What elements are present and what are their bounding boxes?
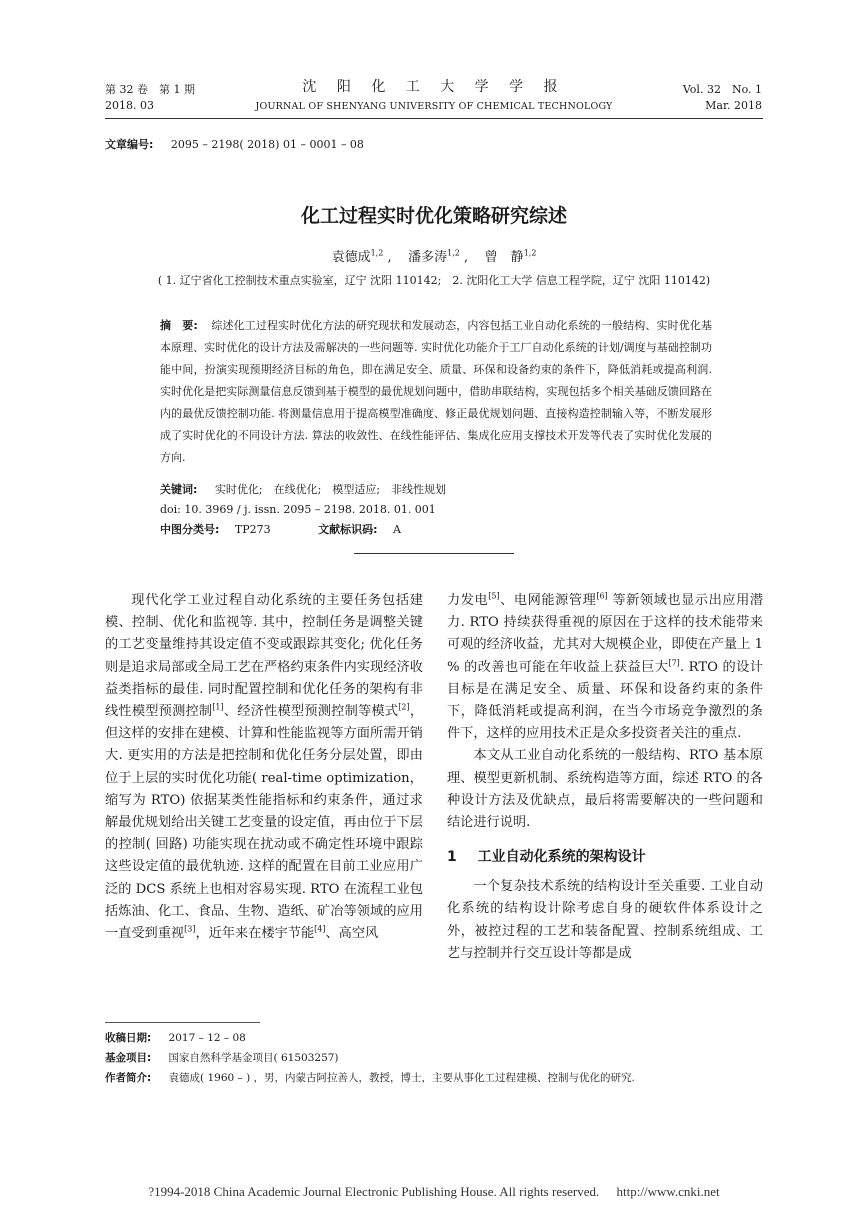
- copyright-text: ?1994-2018 China Academic Journal Electronic Publishing House. All rights reserved.: [148, 1184, 600, 1199]
- citation-6: [6]: [596, 591, 608, 601]
- article-number-label: 文章编号:: [105, 138, 154, 151]
- journal-volume-issue: 第 32 卷 第 1 期: [105, 83, 195, 96]
- footnotes: [105, 1028, 765, 1088]
- keywords-label: 关键词:: [160, 483, 198, 496]
- author-3: 曾 静$^{1,2}$: [484, 248, 537, 265]
- journal-date: 2018. 03: [105, 99, 154, 112]
- copyright-footer: [0, 1184, 868, 1200]
- fund-project: 基金项目: 国家自然科学基金项目( 61503257): [105, 1052, 339, 1064]
- footnote-rule: [105, 1022, 260, 1023]
- citation-5: [5]: [488, 591, 500, 601]
- doc-code-label: 文献标识码:: [318, 523, 378, 536]
- section-title: 工业自动化系统的架构设计: [477, 849, 646, 866]
- abstract-label: 摘 要:: [160, 319, 198, 332]
- received-date: 收稿日期: 2017 – 12 – 08: [105, 1032, 246, 1044]
- keywords-text: 实时优化; 在线优化; 模型适应; 非线性规划: [214, 483, 447, 496]
- section-heading-1: [447, 846, 763, 866]
- journal-name-cn: 沈 阳 化 工 大 学 学 报: [302, 79, 566, 95]
- citation-1: [1]: [212, 702, 224, 712]
- author-1: 袁德成$^{1,2}$ ,: [331, 248, 392, 265]
- citation-7: [7]: [668, 658, 680, 668]
- journal-date-en: Mar. 2018: [705, 99, 762, 112]
- front-matter-divider: [354, 553, 514, 554]
- citation-4: [4]: [314, 924, 326, 934]
- article-number: [105, 135, 364, 155]
- classification: [160, 520, 401, 540]
- citation-2: [2]: [398, 702, 410, 712]
- doc-code-value: A: [393, 523, 401, 536]
- authors: [105, 246, 763, 265]
- intro-paragraph-1-cont: 力发电[5]、电网能源管理[6] 等新领域也显示出应用潜力. RTO 持续获得重视的原因在于这样的技术能带来可观的经济收益，尤其对大规模企业，即使在产量上 1 % 的改善也可能在年收益上获益巨大[7]. RTO 的设计目标是在满足安全、质量、环保和设备约束的条件下，降低消耗或提高利润，在当今市场竞争激烈的条件下，这样的应用技术正是众多投资者关注的重点.: [447, 591, 764, 742]
- abstract-text: 综述化工过程实时优化方法的研究现状和发展动态，内容包括工业自动化系统的一般结构、实时优化基本原理、实时优化的设计方法及需解决的一些问题等. 实时优化功能介于工厂自动化系统的计划/调度与基础控制功能中间，扮演实现预期经济目标的角色，即在满足安全、质量、环保和设备约束的条件下，降低消耗或提高利润. 实时优化是把实际测量信息反馈到基于模型的最优规划问题中，借助串联结构，实现包括多个相关基础反馈回路在内的最优反馈控制功能. 将测量信息用于提高模型准确度、修正最优规划问题、直接构造控制输入等，不断发展形成了实时优化的不同设计方法. 算法的收敛性、在线性能评估、集成化应用支撑技术开发等代表了实时优化发展的方向.: [160, 319, 712, 464]
- keywords: [160, 480, 446, 500]
- affiliation: ( 1. 辽宁省化工控制技术重点实验室，辽宁 沈阳 110142; 2. 沈阳化工大学 信息工程学院，辽宁 沈阳 110142): [157, 274, 711, 287]
- left-column: [105, 590, 423, 945]
- abstract: [160, 315, 712, 469]
- intro-paragraph-2: 本文从工业自动化系统的一般结构、RTO 基本原理、模型更新机制、系统构造等方面，综述 RTO 的各种设计方法及优缺点，最后将需要解决的一些问题和结论进行说明.: [447, 748, 763, 831]
- article-number-value: 2095 – 2198( 2018) 01 – 0001 – 08: [170, 138, 364, 151]
- cnki-link[interactable]: http://www.cnki.net: [616, 1184, 720, 1199]
- header-rule: [105, 118, 763, 119]
- citation-3: [3]: [184, 924, 196, 934]
- clc-value: TP273: [234, 523, 271, 536]
- paper-title: 化工过程实时优化策略研究综述: [300, 205, 567, 227]
- journal-vol-en: Vol. 32 No. 1: [682, 83, 762, 96]
- doi: doi: 10. 3969 / j. issn. 2095 – 2198. 2018. 01. 001: [160, 503, 436, 516]
- journal-name-en: JOURNAL OF SHENYANG UNIVERSITY OF CHEMICAL TECHNOLOGY: [255, 101, 613, 112]
- clc-label: 中图分类号:: [160, 523, 220, 536]
- author-bio: 作者简介: 袁德成( 1960 – ) ，男，内蒙古阿拉善人，教授，博士，主要从事化工过程建模、控制与优化的研究.: [105, 1072, 635, 1084]
- right-column: [447, 590, 763, 965]
- intro-paragraph-1: 现代化学工业过程自动化系统的主要任务包括建模、控制、优化和监视等. 其中，控制任务是调整关键的工艺变量维持其设定值不变或跟踪其变化; 优化任务则是追求局部或全局工艺在严格约束条件内实现经济收益类指标的最佳. 同时配置控制和优化任务的架构有非线性模型预测控制[1]、经济性模型预测控制等模式[2]，但这样的安排在建模、计算和性能监视等方面所需开销大. 更实用的方法是把控制和优化任务分层处置，即由位于上层的实时优化功能( real-time optimization，缩写为 RTO) 依据某类性能指标和约束条件，通过求解最优规划给出关键工艺变量的设定值，再由位于下层的控制( 回路) 功能实现在扰动或不确定性环境中跟踪这些设定值的最优轨迹. 这样的配置在目前工业应用广泛的 DCS 系统上也相对容易实现. RTO 在流程工业包括炼油、化工、食品、生物、造纸、矿冶等领域的应用一直受到重视[3]，近年来在楼宇节能[4]、高空风: [105, 593, 424, 942]
- section-1-paragraph-1: 一个复杂技术系统的结构设计至关重要. 工业自动化系统的结构设计除考虑自身的硬软件体系设计之外，被控过程的工艺和装备配置、控制系统组成、工艺与控制并行交互设计等都是成: [447, 879, 763, 961]
- author-2: 潘多涛$^{1,2}$ ,: [408, 248, 469, 265]
- section-number: 1: [447, 849, 457, 866]
